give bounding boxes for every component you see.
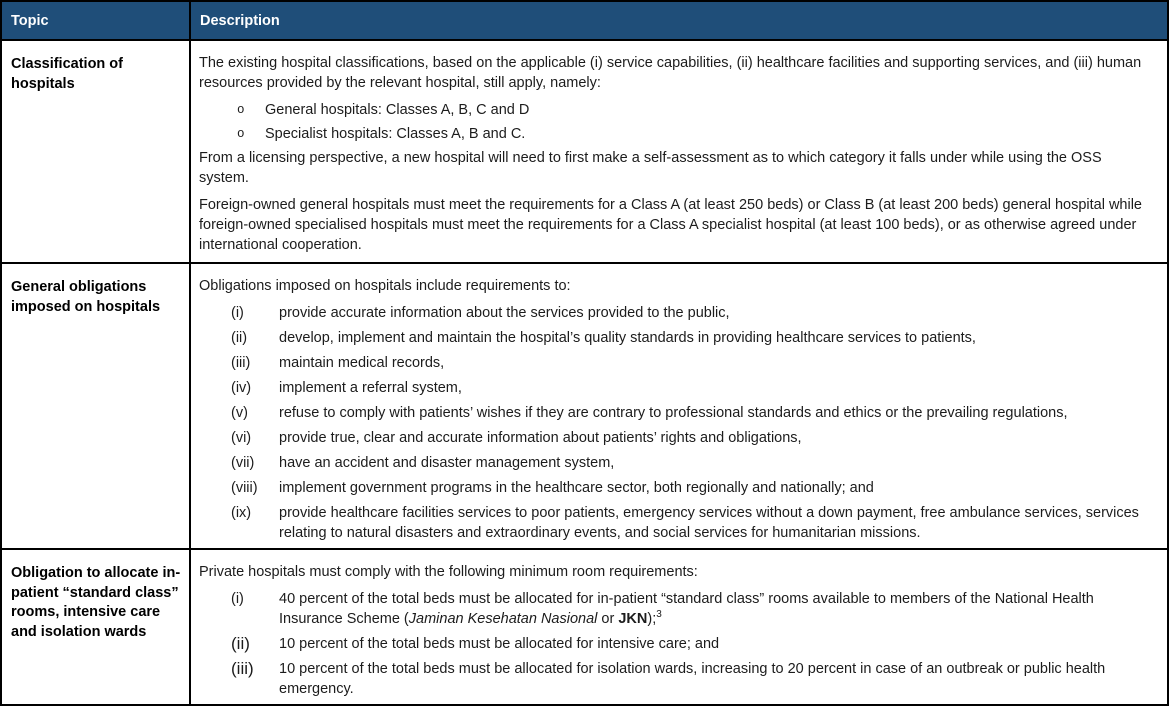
text-segment: JKN: [618, 611, 648, 627]
list-item-text: provide accurate information about the services provided to the public,: [279, 305, 730, 321]
list-item-text: refuse to comply with patients’ wishes if they are contrary to professional standards and ethics or the prevailing regulations,: [279, 405, 1068, 421]
numbered-list-item: [199, 503, 1155, 543]
list-marker: (ii): [231, 634, 250, 653]
list-marker: (iii): [231, 659, 254, 678]
description-cell: [190, 40, 1168, 263]
paragraph: Private hospitals must comply with the following minimum room requirements:: [199, 564, 698, 580]
list-item-text: General hospitals: Classes A, B, C and D: [265, 102, 530, 118]
numbered-list-item: [199, 589, 1155, 629]
table-row: [1, 263, 1168, 549]
paragraph: Obligations imposed on hospitals include requirements to:: [199, 278, 571, 294]
list-marker: (i): [231, 591, 244, 607]
text-segment: 3: [656, 609, 662, 621]
list-item-text: implement government programs in the healthcare sector, both regionally and nationally; and: [279, 480, 874, 496]
numbered-list-item: [199, 478, 1155, 498]
topic-cell: General obligations imposed on hospitals: [1, 263, 190, 549]
list-item-text: develop, implement and maintain the hospital’s quality standards in providing healthcare services to patients,: [279, 330, 976, 346]
table-header-row: [1, 1, 1168, 40]
list-item-text: have an accident and disaster management system,: [279, 455, 615, 471]
list-marker: (i): [231, 305, 244, 321]
list-item-text: implement a referral system,: [279, 380, 462, 396]
numbered-list-item: [199, 428, 1155, 448]
numbered-list-item: [199, 453, 1155, 473]
numbered-list-item: [199, 378, 1155, 398]
list-marker: (viii): [231, 480, 258, 496]
list-marker: o: [237, 103, 245, 117]
numbered-list-item: [199, 634, 1155, 654]
text-segment: 40 percent of the total beds must be allocated for in-patient “standard class” rooms available to members of the National Health Insurance Scheme (: [279, 591, 1094, 627]
table-body: [1, 40, 1168, 705]
bullet-list-item: [237, 124, 1155, 144]
list-marker: (iii): [231, 355, 251, 371]
list-marker: (vii): [231, 455, 255, 471]
numbered-list-item: [199, 303, 1155, 323]
text-segment: Jaminan Kesehatan Nasional: [408, 611, 598, 627]
paragraph: From a licensing perspective, a new hospital will need to first make a self-assessment as to which category it falls under while using the OSS system.: [199, 150, 1102, 186]
topic-cell: Classification of hospitals: [1, 40, 190, 263]
list-marker: o: [237, 127, 245, 141]
table-row: [1, 40, 1168, 263]
numbered-list-item: [199, 328, 1155, 348]
column-header-description: Description: [190, 1, 1168, 40]
topic-cell: Obligation to allocate in-patient “standard class” rooms, intensive care and isolation wards: [1, 549, 190, 705]
description-cell: [190, 263, 1168, 549]
column-header-topic: Topic: [1, 1, 190, 40]
numbered-list-item: [199, 659, 1155, 699]
list-item-text: provide healthcare facilities services to poor patients, emergency services without a down payment, free ambulance services, services relating to natural disasters and extraordinary events, and social services for humanitarian missions.: [279, 505, 1139, 541]
paragraph: The existing hospital classifications, based on the applicable (i) service capabilities, (ii) healthcare facilities and supporting services, and (iii) human resources provided by the relevant hospital, still apply, namely:: [199, 55, 1142, 91]
list-marker: (ii): [231, 330, 248, 346]
description-cell: [190, 549, 1168, 705]
table-row: [1, 549, 1168, 705]
text-segment: or: [597, 611, 619, 627]
list-marker: (iv): [231, 380, 252, 396]
bullet-list-item: [237, 100, 1155, 120]
list-item-text: [279, 589, 1155, 629]
text-segment: );: [647, 611, 657, 627]
list-item-text: maintain medical records,: [279, 355, 445, 371]
list-marker: (v): [231, 405, 248, 421]
list-item-text: Specialist hospitals: Classes A, B and C.: [265, 126, 526, 142]
list-item-text: 10 percent of the total beds must be allocated for isolation wards, increasing to 20 percent in case of an outbreak or public health emergency.: [279, 661, 1106, 697]
numbered-list-item: [199, 403, 1155, 423]
list-item-text: provide true, clear and accurate information about patients’ rights and obligations,: [279, 430, 802, 446]
list-marker: (ix): [231, 505, 252, 521]
list-marker: (vi): [231, 430, 252, 446]
numbered-list-item: [199, 353, 1155, 373]
list-item-text: 10 percent of the total beds must be allocated for intensive care; and: [279, 636, 720, 652]
paragraph: Foreign-owned general hospitals must meet the requirements for a Class A (at least 250 beds) or Class B (at least 200 beds) general hospital while foreign-owned specialised hospitals must meet the requirements for a Class A specialist hospital (at least 100 beds), or as otherwise agreed under international cooperation.: [199, 197, 1142, 253]
